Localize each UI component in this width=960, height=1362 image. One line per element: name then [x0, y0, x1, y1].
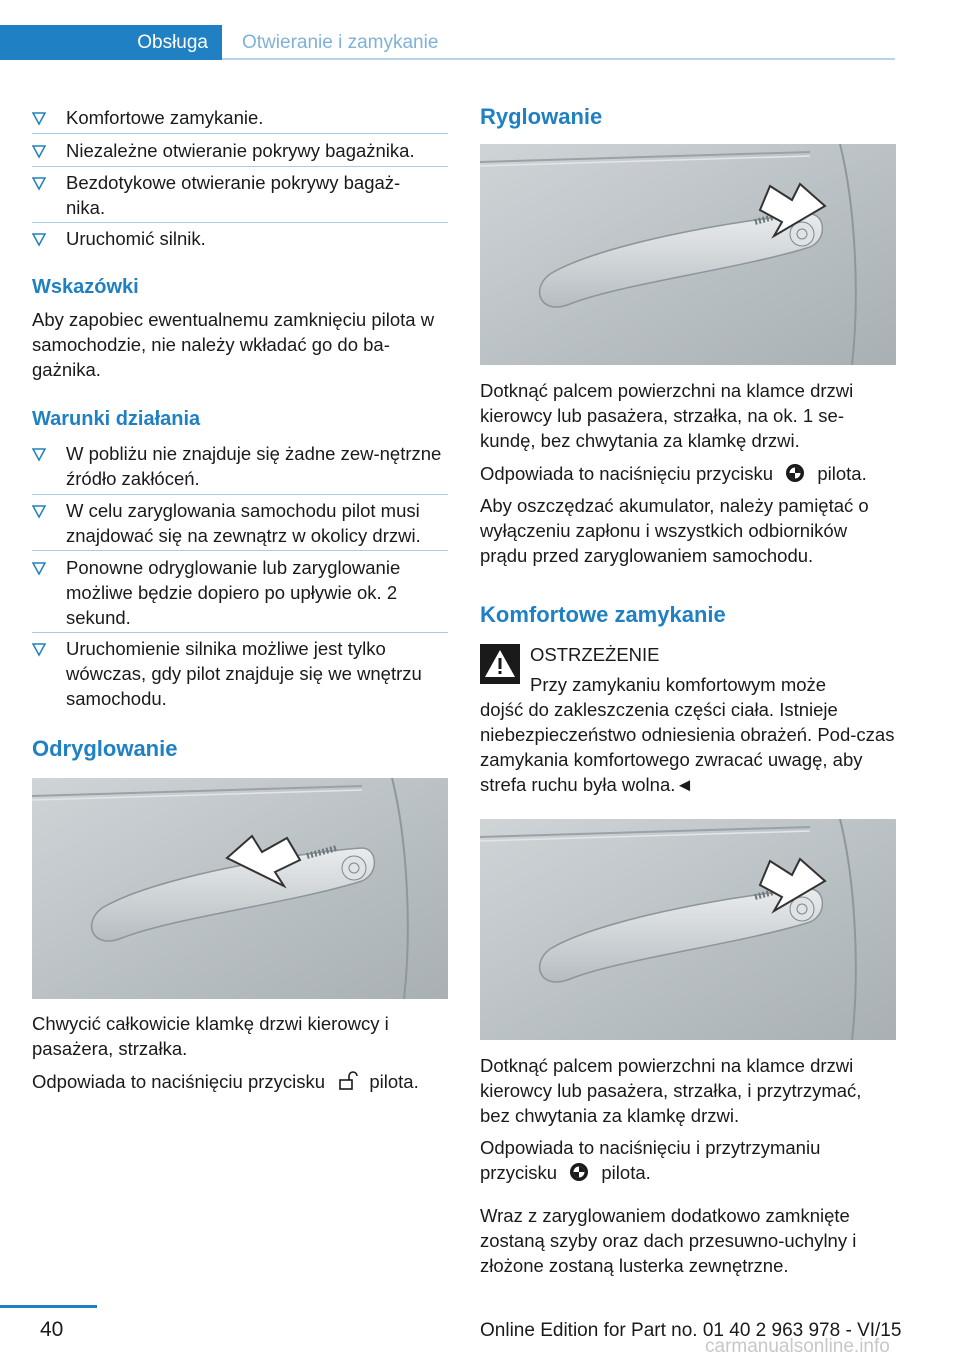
lock-button-line	[480, 461, 896, 486]
hints-heading: Wskazówki	[32, 276, 139, 298]
bmw-logo-icon	[568, 1162, 590, 1182]
bullet-text: W pobliżu nie znajduje się żadne zew-nętrzne źródło zakłóceń.	[66, 443, 442, 489]
bullet-triangle-icon	[32, 226, 46, 251]
bmw-logo-icon	[784, 463, 806, 483]
bullet-triangle-icon	[32, 555, 46, 580]
door-handle-grab-image	[32, 778, 448, 999]
lock-heading: Ryglowanie	[480, 104, 603, 129]
lock-text: Dotknąć palcem powierzchni na klamce drzwi kierowcy lub pasażera, strzałka, na ok. 1 se-kundę, bez chwytania za klamkę drzwi.	[480, 380, 854, 451]
divider	[32, 550, 448, 551]
comfort-text: Dotknąć palcem powierzchni na klamce drzwi kierowcy lub pasażera, strzałka, i przytrzymać, bez chwytania za klamkę drzwi.	[480, 1055, 862, 1126]
watermark: carmanualsonline.info	[705, 1336, 890, 1357]
warning-block	[480, 644, 896, 694]
bullet-triangle-icon	[32, 105, 46, 130]
bullet-text: Bezdotykowe otwieranie pokrywy bagaż- nika.	[66, 172, 401, 218]
warning-label: OSTRZEŻENIE	[530, 644, 660, 665]
warning-icon	[480, 644, 520, 684]
warning-text-first: Przy zamykaniu komfortowym może	[530, 674, 827, 695]
door-handle-hold-image	[480, 819, 896, 1040]
footer-rule	[0, 1305, 97, 1308]
unlock-text: Chwycić całkowicie klamkę drzwi kierowcy i pasażera, strzałka.	[32, 1013, 389, 1059]
divider	[32, 632, 448, 633]
bullet-text: Uruchomienie silnika możliwe jest tylko wówczas, gdy pilot znajduje się we wnętrzu samochodu.	[66, 638, 422, 709]
bullet-text: Niezależne otwieranie pokrywy bagażnika.	[66, 140, 415, 161]
divider	[32, 133, 448, 134]
header-tab-section[interactable]: Otwieranie i zamykanie	[242, 32, 439, 53]
bullet-triangle-icon	[32, 138, 46, 163]
unlock-button-text-pre: Odpowiada to naciśnięciu przycisku	[32, 1071, 326, 1092]
bullet-text: Komfortowe zamykanie.	[66, 107, 264, 128]
header-tab-chapter[interactable]: Obsługa	[0, 25, 222, 60]
comfort-button-text-pre: Odpowiada to naciśnięciu i przytrzymaniu przycisku	[480, 1137, 821, 1183]
bullet-text: Ponowne odryglowanie lub zaryglowanie możliwe będzie dopiero po upływie ok. 2 sekund.	[66, 557, 401, 628]
comfort-note: Wraz z zaryglowaniem dodatkowo zamknięte zostaną szyby oraz dach przesuwno-uchylny i złożone zostaną lusterka zewnętrzne.	[480, 1205, 857, 1276]
page-number: 40	[40, 1318, 64, 1341]
bullet-triangle-icon	[32, 636, 46, 661]
unlock-icon	[336, 1071, 358, 1091]
door-handle-touch-image	[480, 144, 896, 365]
divider	[32, 166, 448, 167]
divider	[32, 494, 448, 495]
comfort-button-text-post: pilota.	[601, 1162, 651, 1183]
bullet-text: W celu zaryglowania samochodu pilot musi znajdować się na zewnątrz w okolicy drzwi.	[66, 500, 421, 546]
page-header	[0, 25, 895, 60]
bullet-triangle-icon	[32, 170, 46, 195]
hints-text: Aby zapobiec ewentualnemu zamknięciu pilota w samochodzie, nie należy wkładać go do ba-gażnika.	[32, 309, 435, 380]
conditions-heading: Warunki działania	[32, 408, 201, 430]
unlock-heading: Odryglowanie	[32, 736, 178, 761]
footer-edition: Online Edition for Part no. 01 40 2 963 978 - VI/15	[480, 1320, 902, 1341]
unlock-button-line	[32, 1069, 448, 1094]
comfort-heading: Komfortowe zamykanie	[480, 602, 726, 627]
lock-button-text-post: pilota.	[817, 463, 867, 484]
comfort-button-line	[480, 1135, 896, 1185]
bullet-triangle-icon	[32, 498, 46, 523]
lock-note: Aby oszczędzać akumulator, należy pamiętać o wyłączeniu zapłonu i wszystkich odbiorników prądu przed zaryglowaniem samochodu.	[480, 495, 869, 566]
divider	[32, 222, 448, 223]
lock-button-text-pre: Odpowiada to naciśnięciu przycisku	[480, 463, 774, 484]
bullet-triangle-icon	[32, 441, 46, 466]
bullet-text: Uruchomić silnik.	[66, 228, 206, 249]
unlock-button-text-post: pilota.	[369, 1071, 419, 1092]
warning-text: dojść do zakleszczenia części ciała. Istnieje niebezpieczeństwo odniesienia obrażeń. Pod-czas zamykania komfortowego zwracać uwagę, aby strefa ruchu była wolna.◄	[480, 699, 895, 795]
